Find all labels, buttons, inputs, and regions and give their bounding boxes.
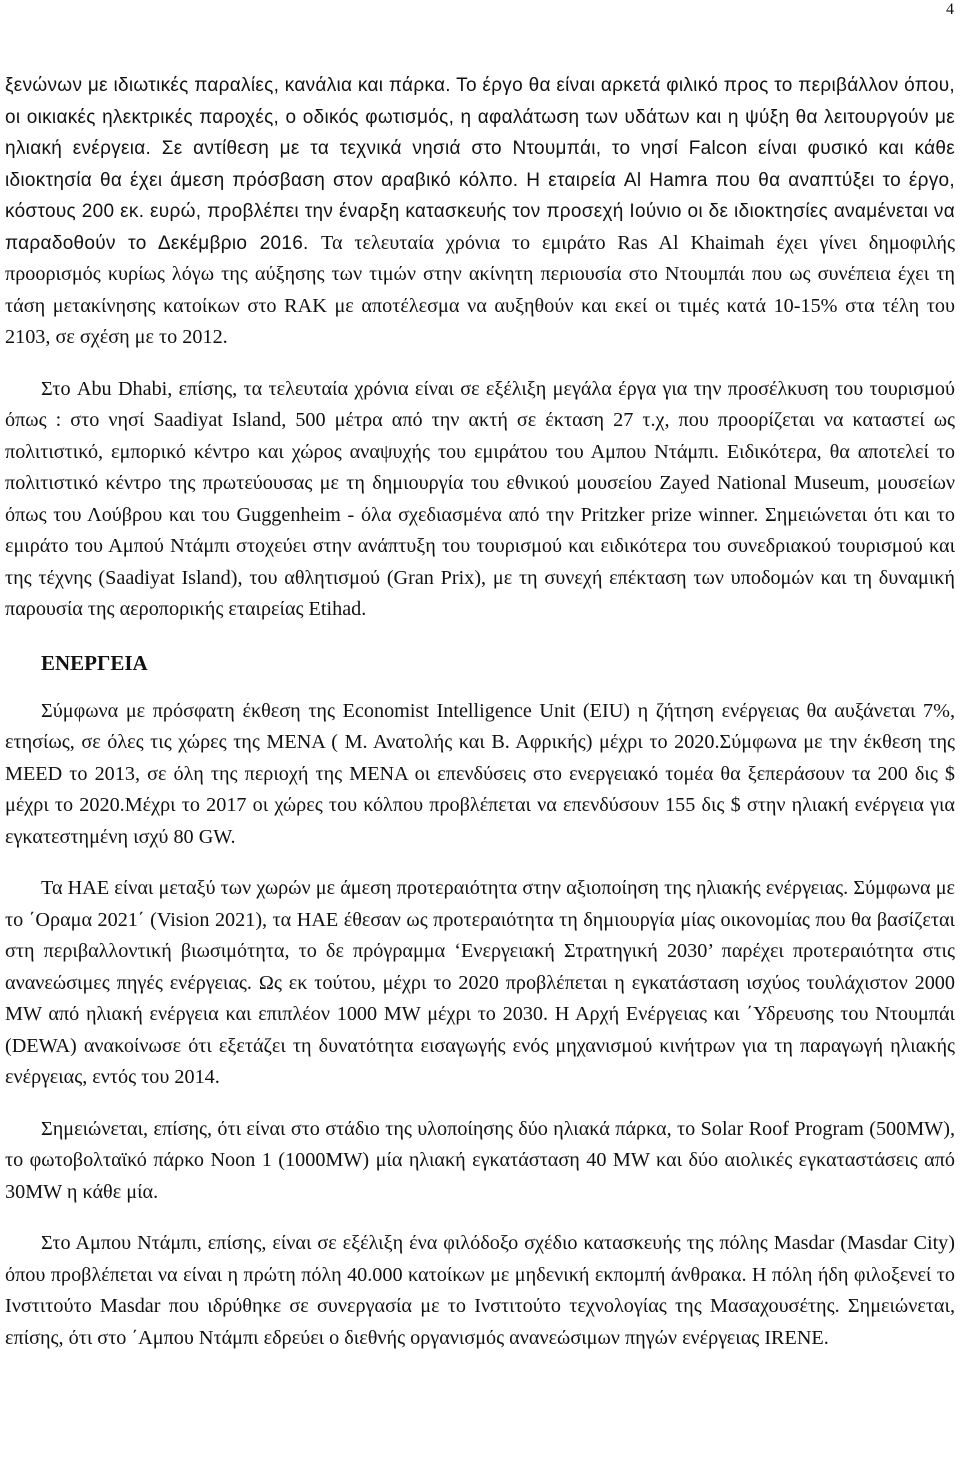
paragraph-masdar-city: Στο Αμπου Ντάμπι, επίσης, είναι σε εξέλιξη ένα φιλόδοξο σχέδιο κατασκευής της πόλης Masdar (Masdar City) όπου προβλέπεται να είναι η πρώτη πόλη 40.000 κατοίκων με μηδενική εκπομπή άνθρακα. Η πόλη ήδη φιλοξενεί το Ινστιτούτο Masdar που ιδρύθηκε σε συνεργασία με το Ινστιτούτο τεχνολογίας της Μασαχουσέτης. Σημειώνεται, επίσης, ότι στο ΄Αμπου Ντάμπι εδρεύει ο διεθνής οργανισμός ανανεώσιμων πηγών ενέργειας IRENE.: [5, 1232, 955, 1349]
paragraph-falcon-island-text: ξενώνων με ιδιωτικές παραλίες, κανάλια και πάρκα. Το έργο θα είναι αρκετά φιλικό προς το περιβάλλον όπου, οι οικιακές ηλεκτρικές παροχές, ο οδικός φωτισμός, η αφαλάτωση των υδάτων και η ψύξη θα λειτουργούν με ηλιακή ενέργεια. Σε αντίθεση με τα τεχνικά νησιά στο Ντουμπάι, το νησί Falcon είναι φυσικό και κάθε ιδιοκτησία θα έχει άμεση πρόσβαση στον αραβικό κόλπο. Η εταιρεία Al Hamra που θα αναπτύξει το έργο, κόστους 200 εκ. ευρώ, προβλέπει την έναρξη κατασκευής τον προσεχή Ιούνιο οι δε ιδιοκτησίες αναμένεται να παραδοθούν το Δεκέμβριο 2016.: [5, 75, 955, 254]
page-content: [5, 70, 955, 1354]
paragraph-abu-dhabi-text: Στο Abu Dhabi, επίσης, τα τελευταία χρόνια είναι σε εξέλιξη μεγάλα έργα για την προσέλκυση του τουρισμού όπως : στο νησί Saadiyat Island, 500 μέτρα από την ακτή σε έκταση 27 τ.χ, που προορίζεται να καταστεί ως πολιτιστικό, εμπορικό κέντρο και χώρος αναψυχής του εμιράτου του Αμπου Ντάμπι. Ειδικότερα, θα αποτελεί το πολιτιστικό κέντρο της πρωτεύουσας με τη δημιουργία του εθνικού μουσείου Zayed National Museum, μουσείων όπως του Λούβρου και του Guggenheim - όλα σχεδιασμένα από την Pritzker prize winner. Σημειώνεται ότι και το εμιράτο του Αμπού Ντάμπι στοχεύει στην ανάπτυξη του τουρισμού και ειδικότερα του συνεδριακού τουρισμού και της τέχνης (Saadiyat Island), του αθλητισμού (Gran Prix), με τη συνεχή επέκταση των υποδομών και τη δυναμική παρουσία της αεροπορικής εταιρείας Etihad.: [5, 377, 955, 620]
paragraph-energy-demand: Σύμφωνα με πρόσφατη έκθεση της Economist Intelligence Unit (EIU) η ζήτηση ενέργειας θα αυξάνεται 7%, ετησίως, σε όλες τις χώρες της ΜΕΝΑ ( Μ. Ανατολής και Β. Αφρικής) μέχρι το 2020.Σύμφωνα με την έκθεση της MEED το 2013, σε όλη της περιοχή της ΜΕΝΑ οι επενδύσεις στο ενεργειακό τομέα θα ξεπεράσουν τα 200 δις $ μέχρι το 2020.Μέχρι το 2017 οι χώρες του κόλπου προβλέπεται να επενδύσουν 155 δις $ στην ηλιακή ενέργεια για εγκατεστημένη ισχύ 80 GW.: [5, 699, 955, 848]
paragraph-uae-solar-strategy: Τα ΗΑΕ είναι μεταξύ των χωρών με άμεση προτεραιότητα στην αξιοποίηση της ηλιακής ενέργειας. Σύμφωνα με το ΄Οραμα 2021΄ (Vision 2021), τα ΗΑΕ έθεσαν ως προτεραιότητα τη δημιουργία μίας οικονομίας που θα βασίζεται στη περιβαλλοντική βιωσιμότητα, το δε πρόγραμμα ‘Ενεργειακή Στρατηγική 2030’ παρέχει προτεραιότητα στις ανανεώσιμες πηγές ενέργειας. Ως εκ τούτου, μέχρι το 2020 προβλέπεται η εγκατάσταση ισχύος τουλάχιστον 2000 MW από ηλιακή ενέργεια και επιπλέον 1000 MW μέχρι το 2030. Η Αρχή Ενέργειας και ΄Υδρευσης του Ντουμπάι (DEWA) ανακοίνωσε ότι εξετάζει τη δυνατότητα εισαγωγής ενός μηχανισμού κινήτρων για τη παραγωγή ηλιακής ενέργειας, εντός του 2014.: [5, 877, 955, 1088]
paragraph-falcon-island: [5, 70, 955, 354]
paragraph-ras-al-khaimah-text: Τα τελευταία χρόνια το εμιράτο Ras Al Khaimah έχει γίνει δημοφιλής προορισμός κυρίως λόγω της αύξησης των τιμών στην ακίνητη περιουσία στο Ντουμπάι που ως συνέπεια έχει τη τάση μετακίνησης κατοίκων στο RAK με αποτέλεσμα να αυξηθούν και εκεί οι τιμές κατά 10-15% στα τέλη του 2103, σε σχέση με το 2012.: [5, 231, 955, 348]
paragraph-solar-parks: Σημειώνεται, επίσης, ότι είναι στο στάδιο της υλοποίησης δύο ηλιακά πάρκα, το Solar Roof Program (500MW), το φωτοβολταϊκό πάρκο Noon 1 (1000MW) μία ηλιακή εγκατάσταση 40 MW και δύο αιολικές εγκαταστάσεις από 30MW η κάθε μία.: [5, 1117, 955, 1203]
section-heading-energy: ΕΝΕΡΓΕΙΑ: [41, 650, 148, 675]
paragraph-abu-dhabi: [5, 374, 955, 626]
page-number: 4: [946, 1, 954, 18]
